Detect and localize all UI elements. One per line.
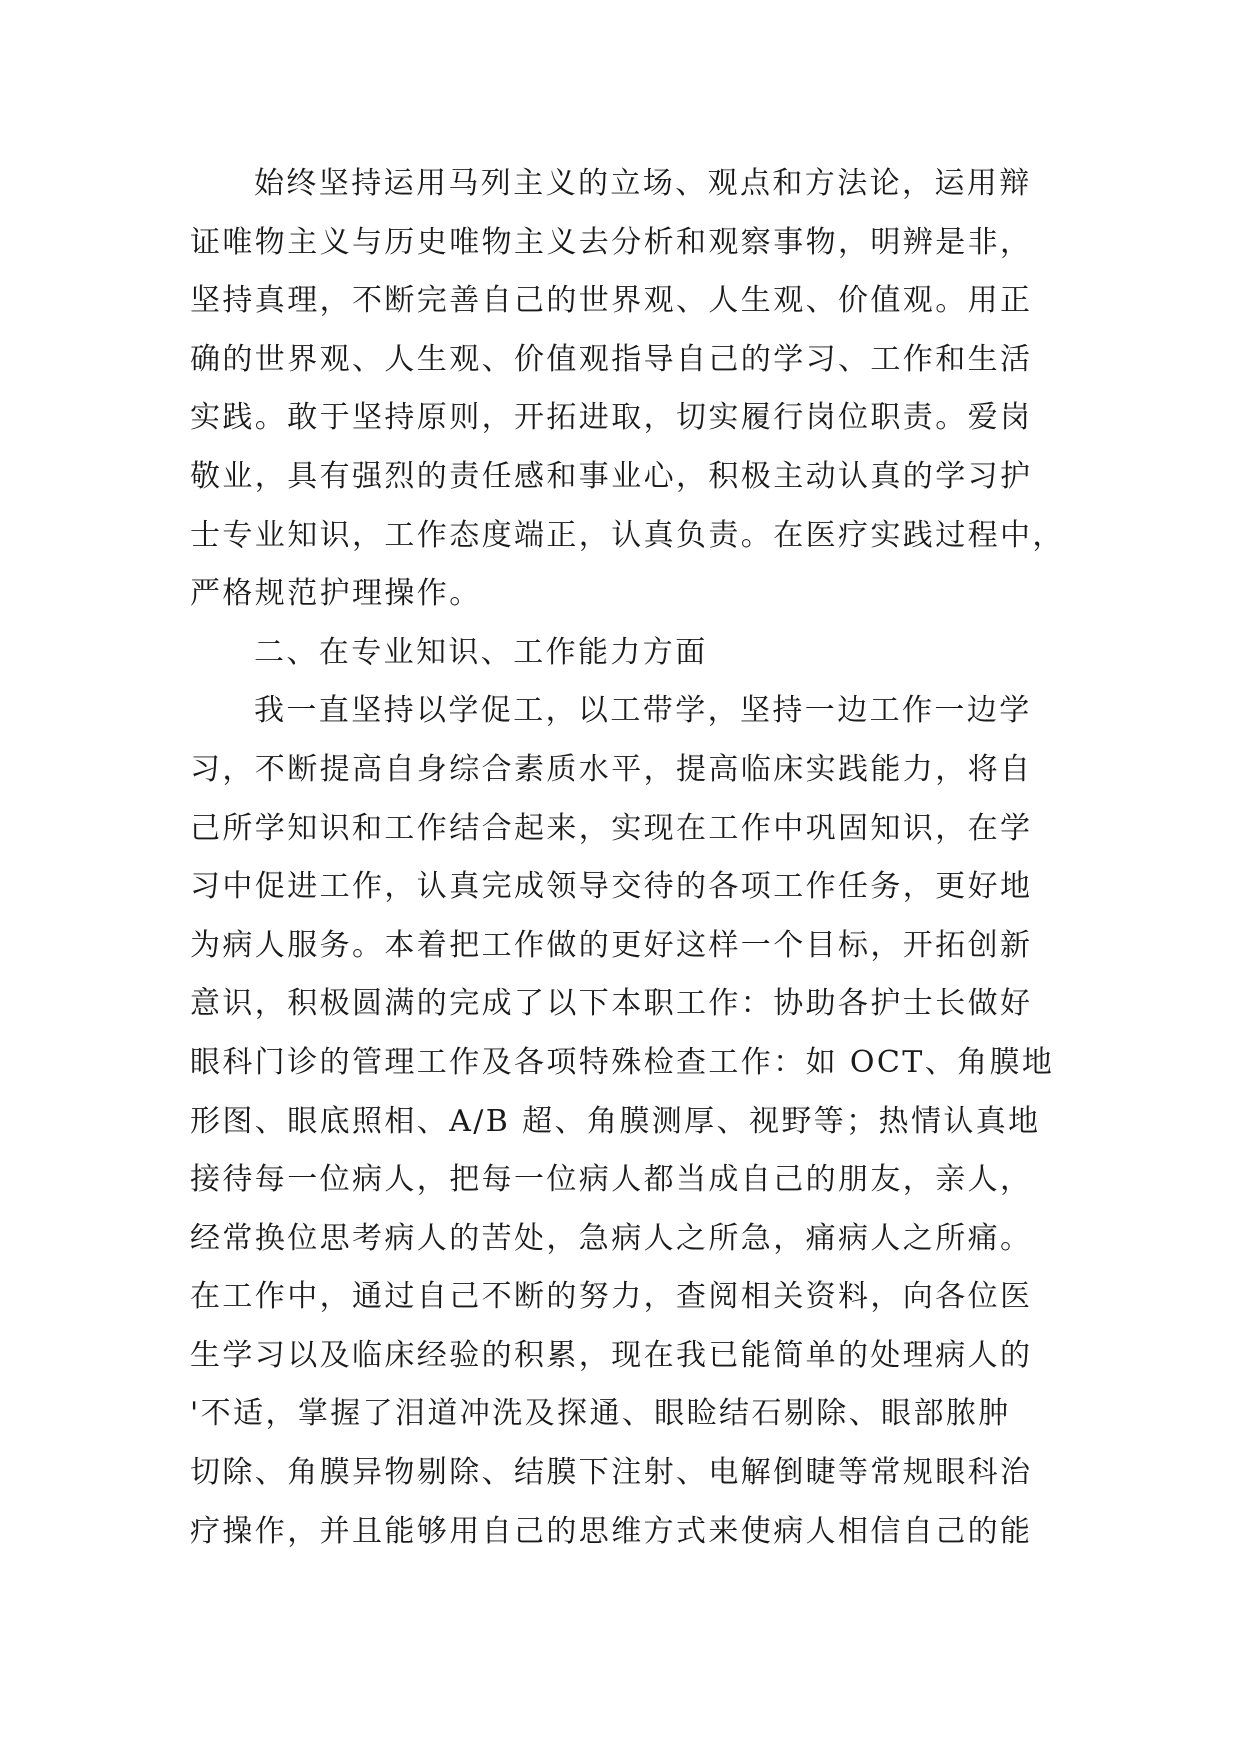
paragraph-line: 证唯物主义与历史唯物主义去分析和观察事物，明辨是非， [190,224,1033,260]
paragraph-line: 习中促进工作，认真完成领导交待的各项工作任务，更好地 [190,869,1033,905]
paragraph-line: 己所学知识和工作结合起来，实现在工作中巩固知识，在学 [190,810,1033,846]
document-body [190,155,1065,1561]
paragraph-line: 接待每一位病人，把每一位病人都当成自己的朋友，亲人， [190,1162,1033,1198]
paragraph-line: 始终坚持运用马列主义的立场、观点和方法论，运用辩 [254,166,1032,201]
section-heading: 二、在专业知识、工作能力方面 [254,634,708,670]
paragraph-line: 疗操作，并且能够用自己的思维方式来使病人相信自己的能 [190,1513,1033,1549]
paragraph-line: 眼科门诊的管理工作及各项特殊检查工作：如 OCT、角膜地 [190,1044,1055,1080]
paragraph-line: 严格规范护理操作。 [190,576,482,612]
paragraph-line: 确的世界观、人生观、价值观指导自己的学习、工作和生活 [190,341,1033,377]
paragraph-line: 坚持真理，不断完善自己的世界观、人生观、价值观。用正 [190,283,1033,319]
paragraph-line: 敬业，具有强烈的责任感和事业心，积极主动认真的学习护 [190,458,1033,494]
paragraph-line: 切除、角膜异物剔除、结膜下注射、电解倒睫等常规眼科治 [190,1455,1033,1491]
paragraph-line: 形图、眼底照相、A/B 超、角膜测厚、视野等；热情认真地 [190,1103,1041,1139]
paragraph-line: '不适，掌握了泪道冲洗及探通、眼睑结石剔除、眼部脓肿 [190,1396,1011,1432]
paragraph-line: 我一直坚持以学促工，以工带学，坚持一边工作一边学 [254,693,1032,729]
paragraph-line: 士专业知识，工作态度端正，认真负责。在医疗实践过程中， [190,517,1065,553]
paragraph-line: 习，不断提高自身综合素质水平，提高临床实践能力，将自 [190,751,1033,787]
paragraph-line: 生学习以及临床经验的积累，现在我已能简单的处理病人的 [190,1337,1033,1373]
paragraph-line: 实践。敢于坚持原则，开拓进取，切实履行岗位职责。爱岗 [190,400,1033,436]
paragraph-line: 意识，积极圆满的完成了以下本职工作：协助各护士长做好 [190,986,1033,1022]
paragraph-line: 在工作中，通过自己不断的努力，查阅相关资料，向各位医 [190,1279,1033,1315]
paragraph-line: 经常换位思考病人的苦处，急病人之所急，痛病人之所痛。 [190,1220,1033,1256]
paragraph-line: 为病人服务。本着把工作做的更好这样一个目标，开拓创新 [190,927,1033,963]
